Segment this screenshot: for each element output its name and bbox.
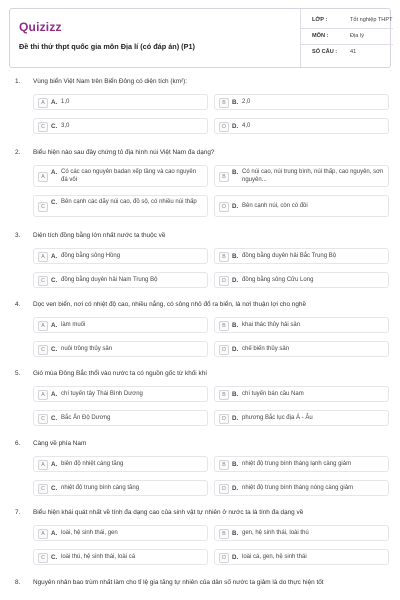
- option-text: chí tuyến bán cầu Nam: [242, 391, 304, 397]
- answer-option-d[interactable]: [214, 549, 389, 565]
- option-letter: B: [219, 98, 229, 108]
- option-letter-label: D.: [232, 415, 239, 422]
- option-letter: B: [219, 172, 229, 182]
- option-text: Bên cạnh núi, còn có đồi: [242, 203, 308, 209]
- option-letter-label: A.: [51, 322, 58, 329]
- answer-option-b[interactable]: [214, 386, 389, 402]
- option-letter-label: B.: [232, 391, 239, 398]
- option-text: Có các cao nguyên badan xếp tầng và cao nguyên đá vôi: [61, 169, 197, 183]
- option-letter: C: [38, 553, 48, 563]
- option-letter-label: D.: [232, 485, 239, 492]
- answer-option-b[interactable]: [214, 94, 389, 110]
- option-letter-label: B.: [232, 253, 239, 260]
- option-text: nhiệt độ trung bình tháng lạnh càng giảm: [242, 461, 352, 467]
- option-letter-label: D.: [232, 123, 239, 130]
- option-letter-label: B.: [232, 99, 239, 106]
- option-letter: C: [38, 414, 48, 424]
- option-text: chế biến thủy sản: [242, 346, 290, 352]
- option-letter-label: C.: [51, 346, 58, 353]
- answer-option-d[interactable]: [214, 195, 389, 217]
- question-text: Biểu hiện nào sau đây chứng tỏ địa hình núi Việt Nam đa dạng?: [33, 149, 215, 156]
- answer-option-a[interactable]: [33, 525, 208, 541]
- option-text: Bên cạnh các dãy núi cao, đồ sộ, có nhiều núi thấp: [61, 199, 197, 205]
- option-text: nuôi trồng thủy sản: [61, 346, 113, 352]
- option-letter: C: [38, 345, 48, 355]
- option-text: loài, hệ sinh thái, gen: [61, 530, 118, 536]
- option-letter-label: B.: [232, 322, 239, 329]
- answer-option-a[interactable]: [33, 248, 208, 264]
- answer-option-b[interactable]: [214, 525, 389, 541]
- answer-option-a[interactable]: [33, 386, 208, 402]
- question-number: 6.: [15, 440, 21, 447]
- divider: [301, 44, 393, 45]
- option-letter-label: A.: [51, 169, 58, 176]
- answer-option-c[interactable]: [33, 272, 208, 288]
- option-text: 1,0: [61, 99, 70, 105]
- answer-option-b[interactable]: [214, 456, 389, 472]
- option-letter: A: [38, 529, 48, 539]
- answer-option-a[interactable]: [33, 94, 208, 110]
- option-letter-label: A.: [51, 391, 58, 398]
- option-letter-label: D.: [232, 346, 239, 353]
- option-letter: A: [38, 321, 48, 331]
- worksheet-header: [9, 8, 391, 68]
- option-text: Bắc Ấn Độ Dương: [61, 415, 111, 421]
- option-letter-label: A.: [51, 461, 58, 468]
- question-3: [9, 232, 391, 292]
- option-text: chí tuyến tây Thái Bình Dương: [61, 391, 143, 397]
- option-letter: B: [219, 460, 229, 470]
- answer-option-c[interactable]: [33, 341, 208, 357]
- answer-option-c[interactable]: [33, 195, 208, 217]
- question-text: Gió mùa Đông Bắc thổi vào nước ta có nguồn gốc từ khối khí: [33, 370, 208, 377]
- option-letter: C: [38, 484, 48, 494]
- option-letter: C: [38, 276, 48, 286]
- option-letter: D: [219, 202, 229, 212]
- option-letter: D: [219, 276, 229, 286]
- meta-value: 41: [350, 49, 357, 55]
- option-letter-label: C.: [51, 199, 58, 206]
- option-letter-label: B.: [232, 461, 239, 468]
- option-letter: A: [38, 172, 48, 182]
- question-number: 8.: [15, 579, 21, 586]
- question-5: [9, 370, 391, 430]
- option-letter: C: [38, 202, 48, 212]
- option-text: phương Bắc lục địa Á - Âu: [242, 415, 313, 421]
- answer-option-d[interactable]: [214, 272, 389, 288]
- option-letter-label: B.: [232, 169, 239, 176]
- worksheet-meta-panel: [300, 9, 393, 67]
- option-letter-label: C.: [51, 415, 58, 422]
- option-letter: B: [219, 529, 229, 539]
- option-text: khai thác thủy hải sản: [242, 322, 301, 328]
- answer-option-d[interactable]: [214, 341, 389, 357]
- option-letter: D: [219, 122, 229, 132]
- option-letter-label: A.: [51, 530, 58, 537]
- option-letter: D: [219, 484, 229, 494]
- option-letter: A: [38, 460, 48, 470]
- option-letter-label: D.: [232, 277, 239, 284]
- meta-key: MÔN :: [312, 33, 329, 39]
- option-letter-label: B.: [232, 530, 239, 537]
- question-number: 2.: [15, 149, 21, 156]
- meta-value: Địa lý: [350, 33, 364, 39]
- question-6: [9, 440, 391, 500]
- question-number: 4.: [15, 301, 21, 308]
- answer-option-d[interactable]: [214, 410, 389, 426]
- answer-option-b[interactable]: [214, 317, 389, 333]
- meta-key: SỐ CÂU :: [312, 49, 338, 55]
- option-letter: D: [219, 414, 229, 424]
- option-letter-label: C.: [51, 554, 58, 561]
- question-number: 3.: [15, 232, 21, 239]
- option-text: 3,0: [61, 123, 70, 129]
- answer-option-d[interactable]: [214, 118, 389, 134]
- question-4: [9, 301, 391, 361]
- option-letter: B: [219, 252, 229, 262]
- option-letter-label: C.: [51, 485, 58, 492]
- option-text: đồng bằng sông Hồng: [61, 253, 121, 259]
- option-letter-label: D.: [232, 203, 239, 210]
- option-text: đồng bằng sông Cửu Long: [242, 277, 314, 283]
- answer-option-c[interactable]: [33, 118, 208, 134]
- answer-option-c[interactable]: [33, 410, 208, 426]
- option-text: biên độ nhiệt càng tăng: [61, 461, 124, 467]
- option-text: loài thú, hệ sinh thái, loài cá: [61, 554, 136, 560]
- option-letter-label: C.: [51, 277, 58, 284]
- answer-option-c[interactable]: [33, 480, 208, 496]
- meta-value: Tốt nghiệp THPT: [350, 17, 393, 23]
- question-2: [9, 149, 391, 224]
- option-letter: A: [38, 252, 48, 262]
- option-text: loài cá, gen, hệ sinh thái: [242, 554, 307, 560]
- option-text: làm muối: [61, 322, 86, 328]
- option-letter: D: [219, 345, 229, 355]
- answer-option-c[interactable]: [33, 549, 208, 565]
- answer-option-a[interactable]: [33, 317, 208, 333]
- question-text: Dọc ven biển, nơi có nhiệt độ cao, nhiều nắng, có sông nhỏ đổ ra biển, là nơi thuận lợi cho nghề: [33, 301, 307, 308]
- answer-option-d[interactable]: [214, 480, 389, 496]
- answer-option-b[interactable]: [214, 248, 389, 264]
- option-letter-label: A.: [51, 99, 58, 106]
- answer-option-a[interactable]: [33, 165, 208, 187]
- question-number: 1.: [15, 78, 21, 85]
- option-text: nhiệt độ trung bình tháng nóng càng giảm: [242, 485, 354, 491]
- document-title: Đề thi thử thpt quốc gia môn Địa lí (có đáp án) (P1): [19, 42, 195, 51]
- option-text: nhiệt độ trung bình càng tăng: [61, 485, 140, 491]
- option-text: đồng bằng duyên hải Nam Trung Bộ: [61, 277, 158, 283]
- meta-key: LỚP :: [312, 17, 328, 23]
- option-letter: B: [219, 390, 229, 400]
- option-letter: C: [38, 122, 48, 132]
- option-text: 2,0: [242, 99, 251, 105]
- question-text: Nguyên nhân bao trùm nhất làm cho tỉ lệ gia tăng tự nhiên của dân số nước ta giảm là do thực hiện tốt: [33, 579, 324, 586]
- option-text: gen, hệ sinh thái, loài thú: [242, 530, 309, 536]
- question-text: Biểu hiện khái quát nhất về tính đa dạng cao của sinh vật tự nhiên ở nước ta là tính đa dạng về: [33, 509, 304, 516]
- option-text: đồng bằng duyên hải Bắc Trung Bộ: [242, 253, 337, 259]
- option-letter: A: [38, 98, 48, 108]
- option-letter-label: C.: [51, 123, 58, 130]
- quizizz-logo[interactable]: Quizizz: [19, 20, 62, 34]
- answer-option-b[interactable]: [214, 165, 389, 187]
- question-7: [9, 509, 391, 569]
- option-text: Có núi cao, núi trung bình, núi thấp, cao nguyên, sơn nguyên...: [242, 169, 384, 183]
- option-letter: A: [38, 390, 48, 400]
- option-letter-label: D.: [232, 554, 239, 561]
- question-text: Diện tích đồng bằng lớn nhất nước ta thuộc về: [33, 232, 166, 239]
- option-text: 4,0: [242, 123, 251, 129]
- question-text: Càng về phía Nam: [33, 440, 87, 447]
- question-number: 7.: [15, 509, 21, 516]
- option-letter-label: A.: [51, 253, 58, 260]
- question-text: Vùng biển Việt Nam trên Biển Đông có diện tích (km²):: [33, 78, 188, 85]
- option-letter: D: [219, 553, 229, 563]
- question-1: [9, 78, 391, 138]
- option-letter: B: [219, 321, 229, 331]
- question-8: [9, 579, 391, 593]
- answer-option-a[interactable]: [33, 456, 208, 472]
- question-number: 5.: [15, 370, 21, 377]
- divider: [301, 28, 393, 29]
